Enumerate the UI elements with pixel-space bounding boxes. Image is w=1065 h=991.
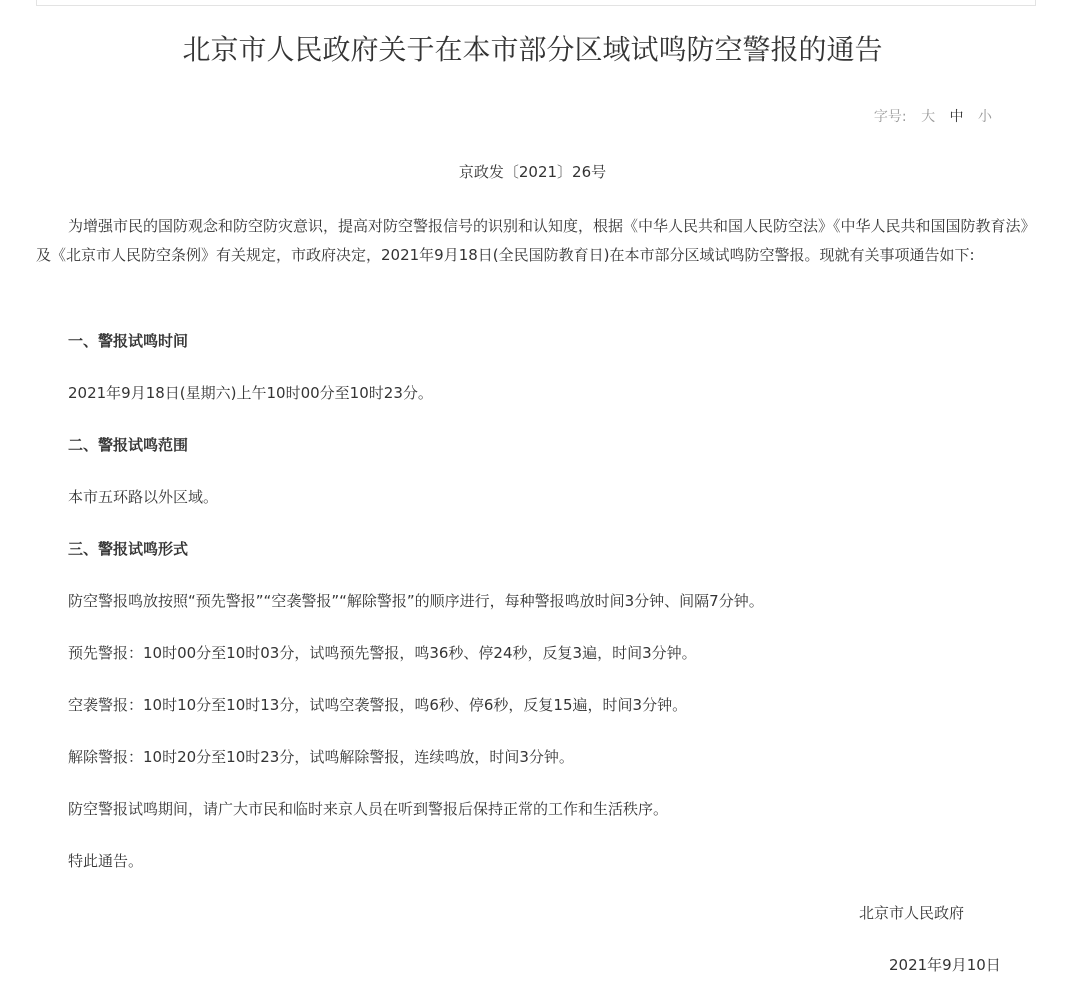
section-paragraph-all-clear-alert: 解除警报：10时20分至10时23分，试鸣解除警报，连续鸣放，时间3分钟。 <box>68 748 574 766</box>
section-paragraph-time: 2021年9月18日(星期六)上午10时00分至10时23分。 <box>68 384 433 402</box>
font-size-label: 字号: <box>873 109 907 125</box>
font-size-large-button[interactable]: 大 <box>921 109 936 125</box>
issuer-signature: 北京市人民政府 <box>859 904 965 922</box>
section-paragraph-notice: 防空警报试鸣期间，请广大市民和临时来京人员在听到警报后保持正常的工作和生活秩序。 <box>68 800 669 818</box>
section-paragraph-preliminary-alert: 预先警报：10时00分至10时03分，试鸣预先警报，鸣36秒、停24秒，反复3遍，时间3分钟。 <box>68 644 697 662</box>
font-size-small-button[interactable]: 小 <box>978 109 992 125</box>
section-heading-range: 二、警报试鸣范围 <box>68 436 189 454</box>
top-frame-border <box>36 0 1036 6</box>
section-paragraph-range: 本市五环路以外区域。 <box>68 488 219 506</box>
issue-date: 2021年9月10日 <box>889 956 1001 974</box>
section-paragraph-order: 防空警报鸣放按照“预先警报”“空袭警报”“解除警报”的顺序进行，每种警报鸣放时间3分钟、间隔7分钟。 <box>68 592 764 610</box>
document-number: 京政发〔2021〕26号 <box>458 163 607 181</box>
section-paragraph-air-raid-alert: 空袭警报：10时10分至10时13分，试鸣空袭警报，鸣6秒、停6秒，反复15遍，时间3分钟。 <box>68 696 688 714</box>
font-size-medium-button[interactable]: 中 <box>949 109 964 125</box>
section-heading-time: 一、警报试鸣时间 <box>68 332 189 350</box>
font-size-control <box>874 107 992 127</box>
section-heading-form: 三、警报试鸣形式 <box>68 540 189 558</box>
intro-paragraph: 为增强市民的国防观念和防空防灾意识，提高对防空警报信号的识别和认知度，根据《中华人民共和国人民防空法》《中华人民共和国国防教育法》及《北京市人民防空条例》有关规定，市政府决定，2021年9月18日(全民国防教育日)在本市部分区域试鸣防空警报。现就有关事项通告如下: <box>36 217 1036 264</box>
closing-remark: 特此通告。 <box>68 852 144 870</box>
page-title: 北京市人民政府关于在本市部分区域试鸣防空警报的通告 <box>182 33 883 66</box>
